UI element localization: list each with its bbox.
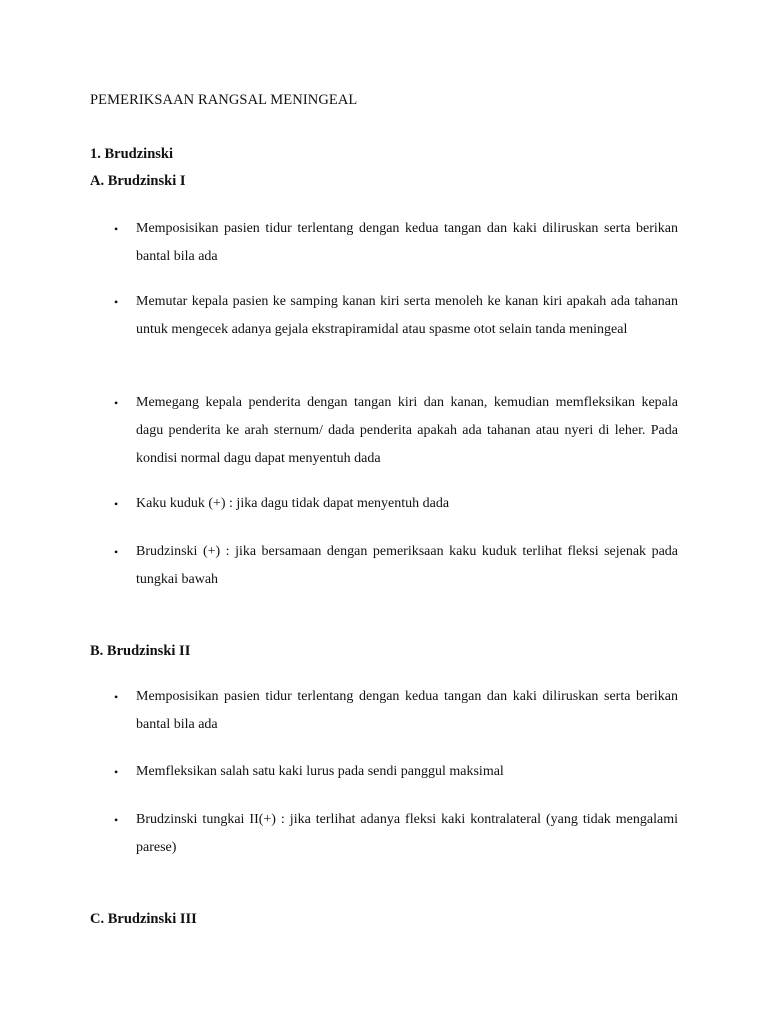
bullet-icon: •: [114, 497, 119, 511]
list-item-text: Kaku kuduk (+) : jika dagu tidak dapat menyentuh dada: [136, 496, 450, 511]
list-item: [114, 806, 678, 862]
list-item: [114, 288, 678, 344]
list-item-text: Memfleksikan salah satu kaki lurus pada sendi panggul maksimal: [136, 764, 504, 779]
list-item: [114, 683, 678, 739]
bullet-icon: •: [114, 813, 119, 827]
list-item-text: Memutar kepala pasien ke samping kanan kiri serta menoleh ke kanan kiri apakah ada tahanan untuk mengecek adanya gejala ekstrapiramidal atau spasme otot selain tanda meningeal: [136, 294, 678, 337]
subsection-heading-b: B. Brudzinski II: [90, 643, 191, 659]
list-item: [114, 215, 678, 271]
list-item-text: Brudzinski (+) : jika bersamaan dengan pemeriksaan kaku kuduk terlihat fleksi sejenak pada tungkai bawah: [136, 544, 678, 587]
bullet-icon: •: [114, 690, 119, 704]
list-item: [114, 758, 678, 786]
list-item: [114, 490, 678, 518]
bullet-icon: •: [114, 222, 119, 236]
list-item: [114, 538, 678, 594]
bullet-icon: •: [114, 765, 119, 779]
list-item-text: Memegang kepala penderita dengan tangan kiri dan kanan, kemudian memfleksikan kepala dagu penderita ke arah sternum/ dada penderita apakah ada tahanan atau nyeri di leher. Pada kondisi normal dagu dapat menyentuh dada: [136, 395, 678, 466]
bullet-icon: •: [114, 545, 119, 559]
list-item-text: Memposisikan pasien tidur terlentang dengan kedua tangan dan kaki diliruskan serta berikan bantal bila ada: [136, 689, 678, 732]
bullet-icon: •: [114, 396, 119, 410]
subsection-heading-a: A. Brudzinski I: [90, 173, 186, 189]
subsection-heading-c: C. Brudzinski III: [90, 911, 197, 927]
document-title: PEMERIKSAAN RANGSAL MENINGEAL: [90, 92, 358, 108]
list-item-text: Brudzinski tungkai II(+) : jika terlihat adanya fleksi kaki kontralateral (yang tidak mengalami parese): [136, 812, 678, 855]
list-item: [114, 389, 678, 473]
bullet-icon: •: [114, 295, 119, 309]
list-item-text: Memposisikan pasien tidur terlentang dengan kedua tangan dan kaki diliruskan serta berikan bantal bila ada: [136, 221, 678, 264]
section-heading-brudzinski: 1. Brudzinski: [90, 146, 173, 162]
